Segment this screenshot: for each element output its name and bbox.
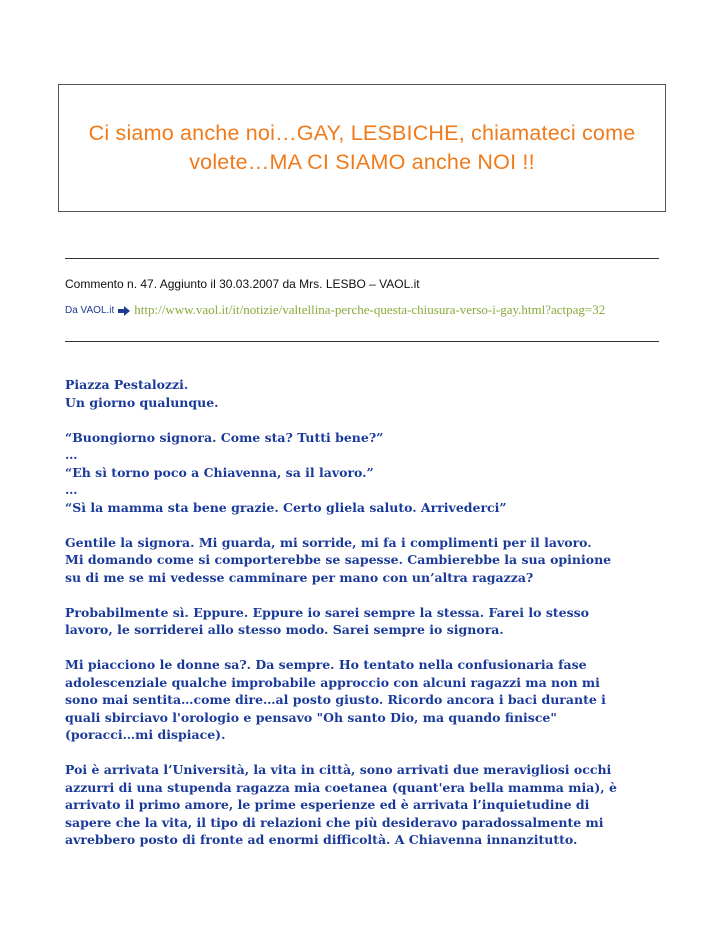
paragraph-line: Gentile la signora. Mi guarda, mi sorride, mi fa i complimenti per il lavoro. [65,534,592,550]
paragraph-line: sapere che la vita, il tipo di relazioni che più desideravo paradossalmente mi [65,814,604,830]
paragraph-line: lavoro, le sorriderei allo stesso modo. Sarei sempre io signora. [65,622,504,637]
paragraph-line: “Sì la mamma sta bene grazie. Certo gliela saluto. Arrivederci” [65,499,507,515]
paragraph-line: … [65,482,78,497]
separator-bottom [65,341,659,342]
comment-meta: Commento n. 47. Aggiunto il 30.03.2007 da Mrs. LESBO – VAOL.it [65,277,420,291]
separator-top [65,258,659,259]
title-box [58,84,666,212]
paragraph [65,429,665,517]
paragraph-line: “Buongiorno signora. Come sta? Tutti bene?” [65,429,384,445]
article-body [65,376,665,866]
paragraph-line: Poi è arrivata l’Università, la vita in città, sono arrivati due meravigliosi occhi [65,762,612,777]
paragraph [65,656,665,744]
paragraph [65,604,665,639]
paragraph-line: Mi piacciono le donne sa?. Da sempre. Ho tentato nella confusionaria fase [65,657,587,672]
paragraph-line: “Eh sì torno poco a Chiavenna, sa il lavoro.” [65,464,374,480]
source-line [65,302,665,318]
paragraph-line: Mi domando come si comporterebbe se sapesse. Cambierebbe la sua opinione [65,552,612,567]
right-arrow-icon [117,304,131,316]
page-title: Ci siamo anche noi…GAY, LESBICHE, chiamateci come volete…MA CI SIAMO anche NOI !! [88,121,636,174]
paragraph-line: azzurri di una stupenda ragazza mia coetanea (quant'era bella mamma mia), è [65,779,617,795]
paragraph [65,761,665,849]
paragraph-line: avrebbero posto di fronte ad enormi difficoltà. A Chiavenna innanzitutto. [65,832,578,847]
paragraph-line: sono mai sentita…come dire…al posto giusto. Ricordo ancora i baci durante i [65,692,606,707]
paragraph-line: Piazza Pestalozzi. [65,377,189,392]
paragraph-line: adolescenziale qualche improbabile approccio con alcuni ragazzi ma non mi [65,674,600,690]
paragraph-line: … [65,447,78,462]
paragraph-line: arrivato il primo amore, le prime esperienze ed è arrivata l’inquietudine di [65,797,590,812]
paragraph-line: Un giorno qualunque. [65,394,219,410]
source-label: Da VAOL.it [65,304,115,316]
paragraph-line: su di me se mi vedesse camminare per mano con un’altra ragazza? [65,569,534,585]
source-link[interactable]: http://www.vaol.it/it/notizie/valtellina-perche-questa-chiusura-verso-i-gay.html?actpag=32 [134,302,606,317]
paragraph-line: quali sbirciavo l'orologio e pensavo "Oh santo Dio, ma quando finisce" [65,709,557,725]
paragraph [65,534,665,587]
paragraph [65,376,665,411]
paragraph-line: Probabilmente sì. Eppure. Eppure io sarei sempre la stessa. Farei lo stesso [65,604,590,620]
paragraph-line: (poracci…mi dispiace). [65,727,226,742]
